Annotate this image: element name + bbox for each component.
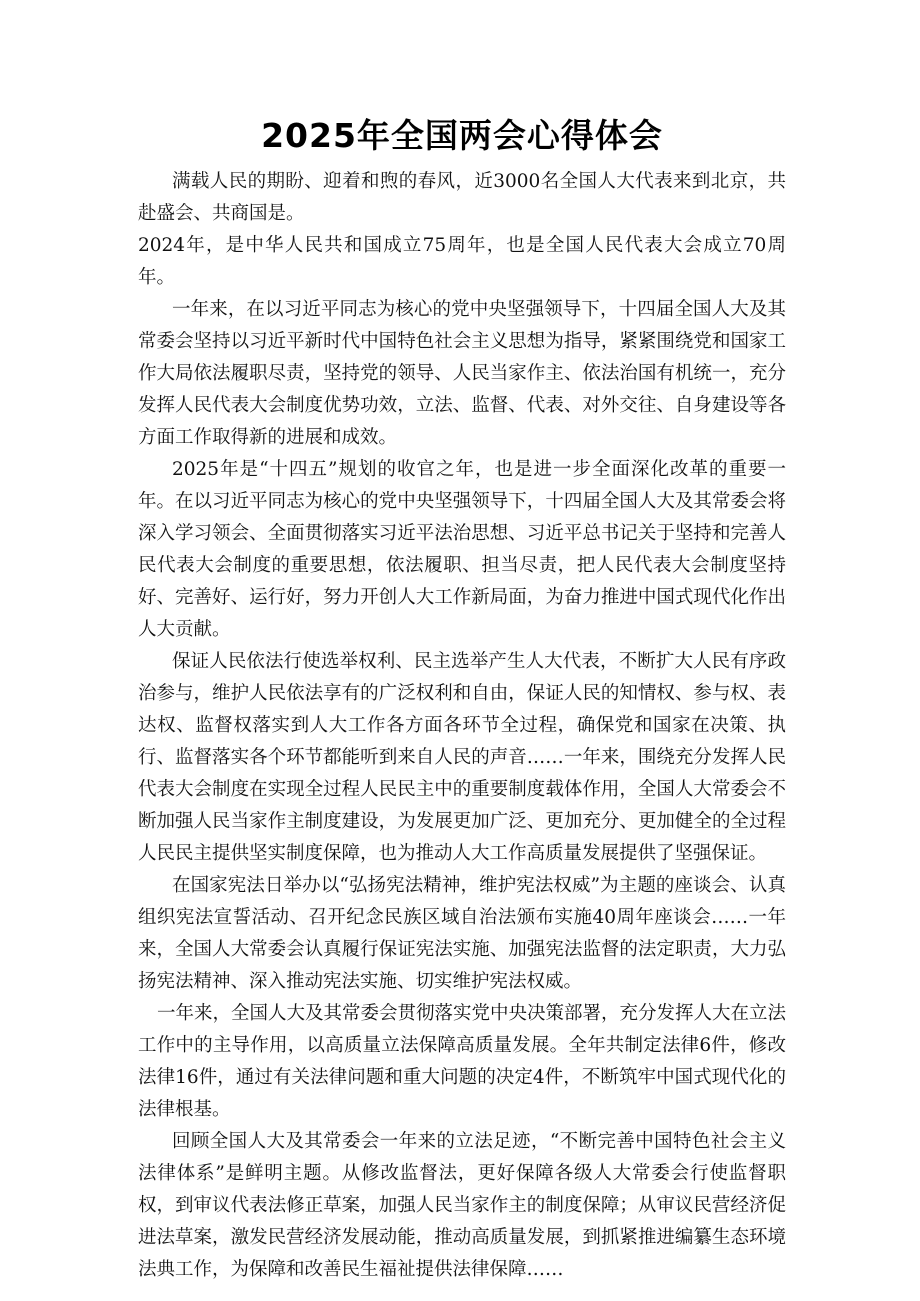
paragraph-intro: 满载人民的期盼、迎着和煦的春风，近3000名全国人大代表来到北京，共赴盛会、共商国是。	[138, 171, 786, 224]
paragraph-anniversary: 2024年，是中华人民共和国成立75周年，也是全国人民代表大会成立70周年。	[138, 235, 786, 288]
paragraph-year-review: 一年来，在以习近平同志为核心的党中央坚强领导下，十四届全国人大及其常委会坚持以习近平新时代中国特色社会主义思想为指导，紧紧围绕党和国家工作大局依法履职尽责，坚持党的领导、人民当家作主、依法治国有机统一，充分发挥人民代表大会制度优势功效，立法、监督、代表、对外交往、自身建设等各方面工作取得新的进展和成效。	[138, 299, 786, 448]
paragraph-constitution: 在国家宪法日举办以“弘扬宪法精神，维护宪法权威”为主题的座谈会、认真组织宪法宣誓活动、召开纪念民族区域自治法颁布实施40周年座谈会……一年来，全国人大常委会认真履行保证宪法实施、加强宪法监督的法定职责，大力弘扬宪法精神、深入推动宪法实施、切实维护宪法权威。	[138, 875, 786, 992]
document-title: 2025年全国两会心得体会	[261, 116, 663, 155]
document-page	[138, 112, 786, 1286]
paragraph-2025-plan: 2025年是“十四五”规划的收官之年，也是进一步全面深化改革的重要一年。在以习近平同志为核心的党中央坚强领导下，十四届全国人大及其常委会将深入学习领会、全面贯彻落实习近平法治思想、习近平总书记关于坚持和完善人民代表大会制度的重要思想，依法履职、担当尽责，把人民代表大会制度坚持好、完善好、运行好，努力开创人大工作新局面，为奋力推进中国式现代化作出人大贡献。	[138, 459, 786, 640]
paragraph-people-democracy: 保证人民依法行使选举权利、民主选举产生人大代表，不断扩大人民有序政治参与，维护人民依法享有的广泛权利和自由，保证人民的知情权、参与权、表达权、监督权落实到人大工作各方面各环节全过程，确保党和国家在决策、执行、监督落实各个环节都能听到来自人民的声音……一年来，围绕充分发挥人民代表大会制度在实现全过程人民民主中的重要制度载体作用，全国人大常委会不断加强人民当家作主制度建设，为发展更加广泛、更加充分、更加健全的全过程人民民主提供坚实制度保障，也为推动人大工作高质量发展提供了坚强保证。	[138, 651, 786, 864]
paragraph-legislation: 一年来，全国人大及其常委会贯彻落实党中央决策部署，充分发挥人大在立法工作中的主导作用，以高质量立法保障高质量发展。全年共制定法律6件，修改法律16件，通过有关法律问题和重大问题的决定4件，不断筑牢中国式现代化的法律根基。	[138, 1003, 787, 1120]
paragraph-legislative-review: 回顾全国人大及其常委会一年来的立法足迹，“不断完善中国特色社会主义法律体系”是鲜明主题。从修改监督法，更好保障各级人大常委会行使监督职权，到审议代表法修正草案，加强人民当家作主的制度保障；从审议民营经济促进法草案，激发民营经济发展动能，推动高质量发展，到抓紧推进编纂生态环境法典工作，为保障和改善民生福祉提供法律保障……	[138, 1131, 786, 1280]
